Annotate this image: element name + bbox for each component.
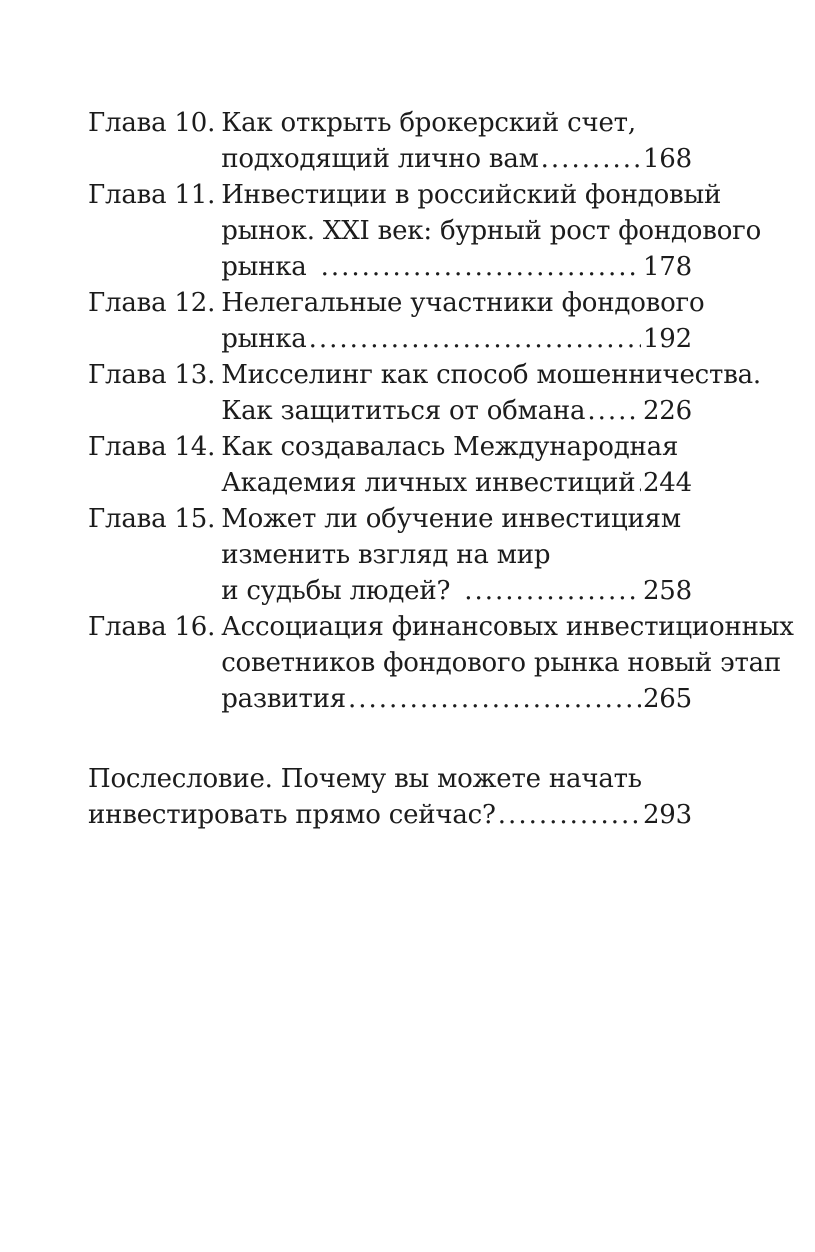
leader-dots — [637, 465, 641, 501]
chapter-title-line: рынка — [221, 252, 307, 282]
table-of-contents — [88, 105, 794, 833]
page-number: 258 — [642, 576, 692, 606]
chapter-title-line: рынок. XXI век: бурный рост фондового — [221, 216, 762, 246]
toc-entry-afterword[interactable] — [88, 761, 692, 833]
chapter-title-line: Может ли обучение инвестициям — [221, 504, 681, 534]
page-number: 293 — [642, 800, 692, 830]
chapter-title-line: Как создавалась Международная — [221, 432, 679, 462]
chapter-title-line: изменить взгляд на мир — [221, 540, 551, 570]
leader-dots — [498, 797, 641, 833]
page-number: 168 — [642, 144, 692, 174]
afterword-title-line: инвестировать прямо сейчас? — [88, 800, 496, 830]
toc-entry-chapter-16[interactable] — [88, 609, 794, 717]
chapter-title-line: Мисселинг как способ мошенничества. — [221, 360, 762, 390]
page-number: 192 — [642, 324, 692, 354]
chapter-title-line: Инвестиции в российский фондовый — [221, 180, 722, 210]
leader-dots — [348, 681, 641, 717]
chapter-title-line: рынка — [221, 324, 307, 354]
chapter-label: Глава 13. — [88, 360, 216, 390]
chapter-label: Глава 12. — [88, 288, 216, 318]
leader-dots — [309, 321, 641, 357]
chapter-label: Глава 10. — [88, 108, 216, 138]
leader-dots — [464, 573, 641, 609]
page-number: 244 — [642, 468, 692, 498]
chapter-label: Глава 15. — [88, 504, 216, 534]
chapter-label: Глава 16. — [88, 612, 216, 642]
chapter-title-line: Нелегальные участники фондового — [221, 288, 705, 318]
chapter-title-line: Как защититься от обмана — [221, 396, 586, 426]
chapter-title-line: подходящий лично вам — [221, 144, 539, 174]
chapter-label: Глава 14. — [88, 432, 216, 462]
chapter-title-line: развития — [221, 684, 346, 714]
chapter-title-line: и судьбы людей? — [221, 576, 451, 606]
toc-entry-chapter-15[interactable] — [88, 501, 692, 609]
toc-entry-chapter-13[interactable] — [88, 357, 762, 429]
leader-dots — [587, 393, 641, 429]
chapter-label: Глава 11. — [88, 180, 216, 210]
toc-entry-chapter-14[interactable] — [88, 429, 692, 501]
chapter-title-line: Как открыть брокерский счет, — [221, 108, 636, 138]
page-number: 178 — [642, 252, 692, 282]
section-spacer — [88, 717, 692, 761]
leader-dots — [541, 141, 641, 177]
chapter-title-line: Ассоциация финансовых инвестиционных — [221, 612, 794, 642]
page-number: 265 — [642, 684, 692, 714]
toc-entry-chapter-10[interactable] — [88, 105, 692, 177]
chapter-title-line: Академия личных инвестиций — [221, 468, 636, 498]
leader-dots — [321, 249, 641, 285]
page-number: 226 — [642, 396, 692, 426]
toc-entry-chapter-12[interactable] — [88, 285, 705, 357]
toc-entry-chapter-11[interactable] — [88, 177, 762, 285]
afterword-title-line: Послесловие. Почему вы можете начать — [88, 764, 642, 794]
chapter-title-line: советников фондового рынка новый этап — [221, 648, 782, 678]
